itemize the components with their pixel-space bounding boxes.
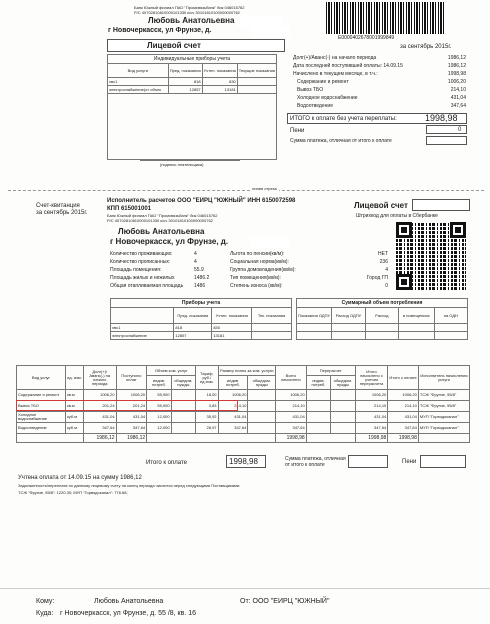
charge-cell-size-i: 431,04 (218, 412, 248, 423)
payment-note: Учтена оплата от 14.09.15 на сумму 1986,12 (18, 475, 142, 481)
bottom-meter-cell: 818 (174, 324, 212, 332)
info-left-label: Общая отапливаемая площадь (110, 283, 184, 289)
charge-cell-to-pay: 431,04 (388, 412, 419, 423)
charge-cell-rec-c (331, 423, 355, 434)
bottom-meter-cell: электроснабжение (111, 332, 174, 340)
where-address: г Новочеркасск, ул Фрунзе, д. 55 /8, кв. 16 (60, 610, 197, 617)
summary-label: Долг(+)/Аванс(-) на начало периода (293, 55, 377, 61)
bottom-meters-table (110, 298, 292, 340)
info-right-value: НЕТ (378, 251, 388, 257)
summary-value: 1986,12 (447, 63, 466, 69)
bottom-meters-title: Приборы учета (111, 299, 292, 308)
top-payment-label: Сумма платежа, отличная от итого к оплате (290, 138, 392, 144)
charge-cell-size-i: 214,10 (218, 401, 248, 412)
totals-label-cell (17, 434, 84, 443)
summary-label: Содержание и ремонт (297, 79, 349, 85)
top-account-label: Лицевой счет (147, 41, 201, 50)
charge-cell-unit: кв.м (65, 401, 83, 412)
redaction (250, 26, 290, 37)
totals-with-recalc: 1998,98 (355, 434, 388, 443)
bottom-meter-cell: 830 (212, 324, 252, 332)
charge-cell-service: Содержание и ремонт (17, 390, 66, 401)
info-left-value: 1486 (194, 283, 206, 289)
payment-qr-code (396, 222, 466, 290)
info-right-label: Социальная норма(кв/м): (230, 259, 289, 265)
bottom-bank-line1: Банк Южный филиал ПАО "Промсвязьбанк" бик 046015762 (107, 213, 218, 218)
charge-cell-size-c (248, 412, 276, 423)
charge-cell-debt: 201,24 (83, 401, 116, 412)
top-meter-cell: 830 (202, 78, 237, 86)
info-right-label: Льгота по пенсии(кв/м): (230, 251, 285, 257)
top-meters-header: Текущие показания (237, 64, 276, 78)
top-meter-cell: 818 (168, 78, 202, 86)
charge-cell-size-c (248, 423, 276, 434)
hdr-recalc-common: общедом. нужды (331, 376, 355, 390)
consumption-header: на ОДН (434, 308, 467, 324)
cut-label: линия отреза (252, 186, 277, 191)
top-penalty-label: Пени (290, 128, 305, 134)
totals-debt: 1986,12 (83, 434, 116, 443)
charge-cell-size-i: 347,64 (218, 423, 248, 434)
signature-caption: (подпись плательщика) (160, 162, 204, 167)
totals-paid: 1986,12 (116, 434, 147, 443)
charge-cell-tariff: 18,00 (196, 390, 218, 401)
hdr-recalc-individual: индив. потреб. (306, 376, 330, 390)
bottom-bank-line2: Р/С 40702810810000101330 к/сч 30101810100000000762 (107, 218, 213, 223)
info-right-label: Степень износа (кв/м): (230, 283, 283, 289)
top-period: за сентябрь 2015г. (400, 44, 452, 50)
bottom-meters-header: Пред. показания (174, 308, 212, 324)
overpay-note: Задолженность/переплата по данному лицевому счету на конец периода числится перед следующими Поставщиками: (18, 483, 241, 488)
hdr-size-common: общедом. нужды (248, 376, 276, 390)
top-total-value: 1998,98 (425, 113, 458, 123)
charge-cell-to-pay: 214,10 (388, 401, 419, 412)
info-left-value: 55.9 (194, 267, 204, 273)
summary-value: 1986,12 (447, 55, 466, 61)
highlight-marker (16, 400, 238, 411)
top-meter-cell: 13181 (202, 86, 237, 94)
charge-cell-vol-c (171, 423, 195, 434)
kpp-line: КПП 615001001 (107, 206, 151, 212)
invoice-label: Счет-квитанция (36, 203, 80, 209)
charge-cell-vol-c (171, 390, 195, 401)
totals-to-pay: 1998,98 (388, 434, 419, 443)
top-meters-blank (108, 94, 277, 160)
info-left-value: 1486.2 (194, 275, 210, 281)
hdr-recalc: Перерасчет (306, 366, 355, 376)
fold-line (0, 588, 490, 589)
info-right-value: 0 (385, 283, 388, 289)
top-total-label: ИТОГО к оплате без учета переплаты: (290, 116, 397, 122)
top-meters-header: Учтен. показания (202, 64, 237, 78)
bottom-account-label: Лицевой счет (354, 201, 408, 210)
hdr-paid: Поступило оплат (116, 366, 147, 390)
qr-caption: Штрихкод для оплаты в Сбербанке (356, 213, 438, 219)
top-bank-line2: Р/С 40702810810000101330 к/сч 30101810100000000762 (134, 10, 240, 15)
qr-finder (396, 274, 412, 290)
bottom-meter-cell (252, 324, 292, 332)
charge-cell-executor: ТСЖ "Фрунзе, 55/8" (418, 401, 469, 412)
totals-total: 1998,98 (276, 434, 307, 443)
info-right-label: Группа домовладения(кв/м): (230, 267, 296, 273)
charge-cell-executor: МУП "Горводоканал" (418, 412, 469, 423)
hdr-tariff: Тариф, руб./ед.изм. (196, 366, 218, 390)
top-bank-line1: Банк Южный филиал ПАО "Промсвязьбанк" бик 046015762 (134, 5, 245, 10)
top-barcode-number: E0000402678001999849 (338, 35, 395, 41)
bottom-meter-cell (252, 332, 292, 340)
charge-cell-rec-i (306, 423, 330, 434)
charge-cell-service: Холодное водоснабжение (17, 412, 66, 423)
summary-label: Дата последней поступившей оплаты: 14.09.15 (293, 63, 403, 69)
pay-label: Итого к оплате (146, 460, 187, 466)
charge-cell-vol-i: 12,000 (147, 423, 171, 434)
from-label: От: ООО "ЕИРЦ "ЮЖНЫЙ" (240, 598, 330, 605)
charge-cell-rec-i (306, 390, 330, 401)
hdr-service: Вид услуг (17, 366, 66, 390)
charge-cell-tariff: 3,83 (196, 401, 218, 412)
bottom-meter-cell: 12857 (174, 332, 212, 340)
charge-cell-paid: 1006,20 (116, 390, 147, 401)
charge-cell-to-pay: 1006,20 (388, 390, 419, 401)
charge-cell-service: Водоотведение (17, 423, 66, 434)
hdr-total: Всего начислено (276, 366, 307, 390)
bottom-meters-header: Учтен. показания (212, 308, 252, 324)
info-left-label: Количество прописанных: (110, 259, 171, 265)
bottom-meter-cell: 13181 (212, 332, 252, 340)
charge-cell-tariff: 28,97 (196, 423, 218, 434)
hdr-vol-common: общедом. нужды (171, 376, 195, 390)
charge-cell-debt: 1006,20 (83, 390, 116, 401)
info-right-value: Город ГП (366, 275, 388, 281)
top-meters-title: Индивидуальные приборы учета (108, 55, 277, 64)
redaction (110, 227, 118, 237)
charge-cell-executor: ТСЖ "Фрунзе, 55/8" (418, 390, 469, 401)
charge-row (17, 423, 470, 434)
charge-cell-unit: куб.м (65, 412, 83, 423)
charge-cell-with-recalc: 347,64 (355, 423, 388, 434)
charge-cell-with-recalc: 1006,20 (355, 390, 388, 401)
qr-finder (450, 222, 466, 238)
charge-cell-vol-c (171, 412, 195, 423)
charge-cell-vol-i: 12,000 (147, 412, 171, 423)
top-meters-header: Пред. показания (168, 64, 202, 78)
top-meter-cell: электроснабжение(от объек (108, 86, 169, 94)
charge-cell-size-c (248, 401, 276, 412)
bottom-meter-cell: хвс1 (111, 324, 174, 332)
bottom-payment-field[interactable] (348, 455, 388, 468)
summary-value: 347,64 (450, 103, 466, 109)
consumption-table (296, 298, 468, 340)
charge-cell-total: 347,64 (276, 423, 307, 434)
hdr-size: Размер платы за ком. услуги (218, 366, 276, 376)
charge-cell-rec-c (331, 412, 355, 423)
charge-row (17, 390, 470, 401)
summary-label: Водоотведение (297, 103, 333, 109)
charge-cell-unit: куб.м (65, 423, 83, 434)
charge-cell-with-recalc: 214,10 (355, 401, 388, 412)
totals-blank (147, 434, 276, 443)
info-right-value: 236 (379, 259, 388, 265)
charge-cell-total: 214,10 (276, 401, 307, 412)
charge-cell-rec-i (306, 401, 330, 412)
bottom-penalty-label: Пени (402, 459, 417, 465)
charge-cell-vol-i: 55,900 (147, 390, 171, 401)
info-left-label: Количество проживающих: (110, 251, 173, 257)
hdr-unit: ед. изм. (65, 366, 83, 390)
consumption-header: в помещениях (399, 308, 435, 324)
signature-line (140, 160, 240, 161)
invoice-period: за сентябрь 2015г. (36, 210, 88, 216)
top-meter-cell (237, 78, 276, 86)
pay-value: 1998,98 (229, 457, 258, 466)
info-right-value: 4 (385, 267, 388, 273)
charge-cell-debt: 347,64 (83, 423, 116, 434)
hdr-vol-individual: индив. потреб. (147, 376, 171, 390)
where-label: Куда: (36, 610, 54, 617)
executor-line: Исполнитель расчетов ООО "ЕИРЦ "ЮЖНЫЙ" ИНН 6150072598 (107, 198, 296, 204)
charge-cell-service: Вывоз ТБО (17, 401, 66, 412)
summary-label: Начислено в текущем месяце, в т.ч.: (293, 71, 378, 77)
bottom-meters-header: Тек. показания (252, 308, 292, 324)
top-meters-table (107, 54, 277, 160)
consumption-title: Суммарный объем потребления (297, 299, 468, 308)
overpay-detail: ТСЖ "Фрунзе, 55/8": 1220.30; МУП "Горводоканал": 778.68; (18, 490, 128, 495)
hdr-with-recalc: Итого начислено с учетом перерасчета (355, 366, 388, 390)
hdr-volume: Объем ком. услуг (147, 366, 196, 376)
summary-label: Холодное водоснабжение (297, 95, 358, 101)
charge-cell-debt: 431,04 (83, 412, 116, 423)
top-payment-field[interactable] (426, 136, 467, 145)
charge-cell-tariff: 35,92 (196, 412, 218, 423)
consumption-header: Показания ОДПУ (297, 308, 332, 324)
summary-value: 431,04 (450, 95, 466, 101)
top-meters-header: Вид услуги (108, 64, 169, 78)
charge-cell-paid: 201,24 (116, 401, 147, 412)
charge-cell-vol-i: 55,900 (147, 401, 171, 412)
to-name: Любовь Анатольевна (94, 598, 164, 605)
info-left-label: Площадь жилых и нежилых (110, 275, 175, 281)
top-meter-cell: 12857 (168, 86, 202, 94)
bottom-meters-header (111, 308, 174, 324)
bottom-account-box (412, 199, 470, 211)
charge-cell-unit: кв.м (65, 390, 83, 401)
hdr-debt: Долг(+)/Аванс(-) на начало периода (83, 366, 116, 390)
qr-finder (396, 222, 412, 238)
redaction (250, 237, 290, 247)
info-left-value: 4 (194, 259, 197, 265)
totals-blank (306, 434, 355, 443)
summary-value: 1006,20 (447, 79, 466, 85)
charge-cell-total: 1006,20 (276, 390, 307, 401)
hdr-to-pay: Итого к оплате (388, 366, 419, 390)
top-penalty-value: 0 (458, 127, 462, 133)
summary-label: Вывоз ТБО (297, 87, 324, 93)
bottom-penalty-box (420, 455, 466, 468)
info-left-label: Площадь помещения: (110, 267, 162, 273)
summary-value: 1998,98 (447, 71, 466, 77)
to-label: Кому: (36, 598, 55, 605)
summary-value: 214,10 (450, 87, 466, 93)
charge-cell-paid: 431,04 (116, 412, 147, 423)
charge-cell-rec-i (306, 412, 330, 423)
cut-line (8, 190, 484, 191)
totals-blank (418, 434, 469, 443)
charge-row (17, 412, 470, 423)
redaction (208, 40, 278, 51)
consumption-header: Расход (365, 308, 398, 324)
consumption-header: Расход ОДПУ (332, 308, 366, 324)
hdr-size-individual: индив. потреб. (218, 376, 248, 390)
info-right-label: Тип помещения(кв/м): (230, 275, 281, 281)
bottom-name: Любовь Анатольевна (118, 227, 205, 236)
bottom-address: г Новочеркасск, ул Фрунзе, д. (110, 237, 229, 246)
charge-cell-rec-c (331, 401, 355, 412)
charge-cell-total: 431,04 (276, 412, 307, 423)
charge-cell-rec-c (331, 390, 355, 401)
charge-cell-paid: 347,64 (116, 423, 147, 434)
charge-cell-size-c (248, 390, 276, 401)
charge-cell-with-recalc: 431,04 (355, 412, 388, 423)
top-address: г Новочеркасск, ул Фрунзе, д. (108, 27, 212, 34)
top-name: Любовь Анатольевна (148, 16, 235, 25)
info-left-value: 4 (194, 251, 197, 257)
hdr-executor: Исполнитель начисления услуги (418, 366, 469, 390)
bottom-payment-label: Сумма платежа, отличная от итого к оплате (285, 456, 346, 468)
top-barcode (326, 2, 444, 34)
top-meter-cell: хвс1 (108, 78, 169, 86)
charge-cell-to-pay: 347,64 (388, 423, 419, 434)
top-meter-cell (237, 86, 276, 94)
charge-cell-size-i: 1006,20 (218, 390, 248, 401)
charge-cell-executor: МУП "Горводоканал" (418, 423, 469, 434)
